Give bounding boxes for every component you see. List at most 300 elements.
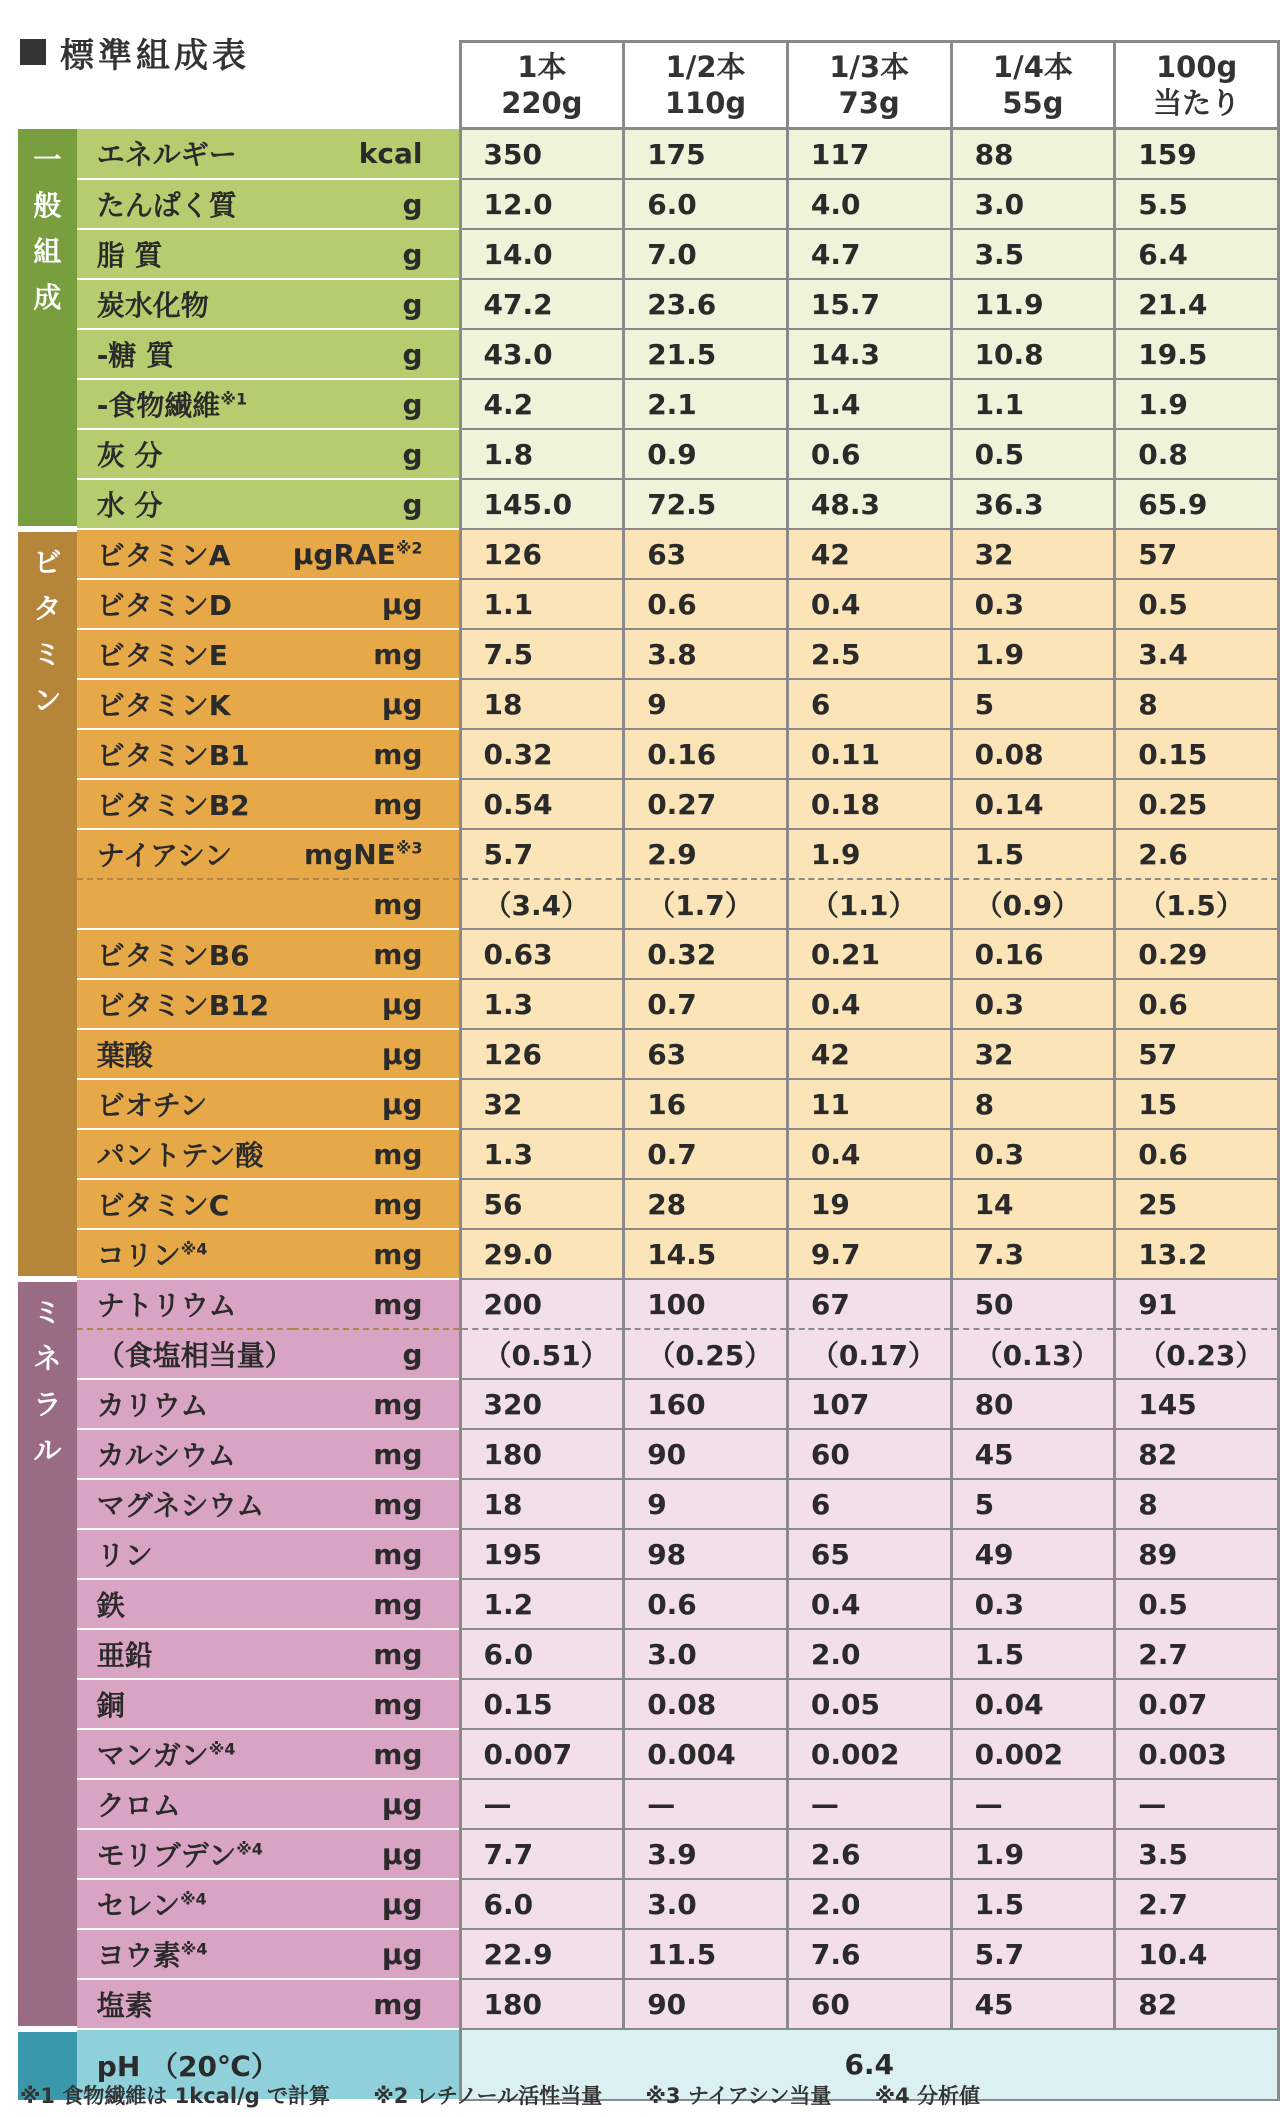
nutrient-name xyxy=(77,1979,293,2029)
value-cell: 91 xyxy=(1115,1279,1279,1329)
nutrient-unit xyxy=(293,479,460,529)
value-cell: 0.3 xyxy=(951,579,1115,629)
value-cell: 0.002 xyxy=(787,1729,951,1779)
value-cell: 0.7 xyxy=(624,1129,788,1179)
nutrient-name-text: -糖 質 xyxy=(96,339,175,372)
value-cell: 5 xyxy=(951,679,1115,729)
column-header: 1/4本 55g xyxy=(951,42,1115,129)
unit-text: mg xyxy=(373,1237,423,1271)
title-text: 標準組成表 xyxy=(60,35,250,76)
value-cell: 65 xyxy=(787,1529,951,1579)
value-cell: 0.007 xyxy=(460,1729,624,1779)
nutrient-unit xyxy=(293,1229,460,1279)
nutrient-unit xyxy=(293,1979,460,2029)
table-row xyxy=(18,279,1279,329)
value-cell: 0.3 xyxy=(951,979,1115,1029)
nutrient-name-text: ビオチン xyxy=(96,1089,208,1122)
value-cell: — xyxy=(787,1779,951,1829)
value-cell: 1.9 xyxy=(951,629,1115,679)
value-cell: （0.25） xyxy=(624,1329,788,1379)
table-row xyxy=(18,1229,1279,1279)
nutrient-unit xyxy=(293,529,460,579)
value-cell: 2.6 xyxy=(787,1829,951,1879)
value-cell: 14.5 xyxy=(624,1229,788,1279)
value-cell: 0.004 xyxy=(624,1729,788,1779)
nutrient-unit xyxy=(293,1679,460,1729)
value-cell: 1.2 xyxy=(460,1579,624,1629)
value-cell: 72.5 xyxy=(624,479,788,529)
table-row xyxy=(18,1979,1279,2029)
nutrient-unit xyxy=(293,329,460,379)
nutrient-unit xyxy=(293,1479,460,1529)
group-label-char: 成 xyxy=(33,280,62,314)
nutrient-name xyxy=(77,1129,293,1179)
value-cell: 195 xyxy=(460,1529,624,1579)
value-cell: 180 xyxy=(460,1979,624,2029)
nutrient-name-text: コリン xyxy=(96,1239,181,1272)
value-cell: 7.5 xyxy=(460,629,624,679)
unit-text: μg xyxy=(381,1787,423,1821)
table-row xyxy=(18,479,1279,529)
value-cell: 6 xyxy=(787,679,951,729)
value-cell: 0.002 xyxy=(951,1729,1115,1779)
group-label-char: ネ xyxy=(33,1342,62,1375)
group-label xyxy=(18,1279,77,2029)
value-cell: 10.8 xyxy=(951,329,1115,379)
nutrient-name-text: ビタミンB12 xyxy=(96,989,270,1022)
nutrient-unit xyxy=(293,1779,460,1829)
value-cell: （0.9） xyxy=(951,879,1115,929)
nutrient-name xyxy=(77,1429,293,1479)
unit-text: g xyxy=(402,287,423,321)
group-label-char: 般 xyxy=(33,188,62,222)
nutrient-name-text: 鉄 xyxy=(96,1589,125,1622)
nutrient-name-text: パントテン酸 xyxy=(96,1139,264,1172)
value-cell: 0.5 xyxy=(951,429,1115,479)
value-cell: — xyxy=(951,1779,1115,1829)
value-cell: 82 xyxy=(1115,1429,1279,1479)
value-cell: 9 xyxy=(624,1479,788,1529)
nutrient-name-text: ビタミンE xyxy=(96,639,228,672)
table-row xyxy=(18,1379,1279,1429)
nutrient-unit xyxy=(293,1179,460,1229)
nutrient-name xyxy=(77,979,293,1029)
value-cell: 0.6 xyxy=(624,1579,788,1629)
value-cell: 47.2 xyxy=(460,279,624,329)
nutrient-name xyxy=(77,879,293,929)
nutrient-unit xyxy=(293,1129,460,1179)
table-row xyxy=(18,1279,1279,1329)
value-cell: 4.2 xyxy=(460,379,624,429)
value-cell: 117 xyxy=(787,129,951,180)
value-cell: 175 xyxy=(624,129,788,180)
value-cell: 49 xyxy=(951,1529,1115,1579)
value-cell: 0.3 xyxy=(951,1129,1115,1179)
nutrient-name xyxy=(77,1679,293,1729)
group-label-char: ラ xyxy=(33,1388,62,1421)
group-label xyxy=(18,529,77,1279)
value-cell: 42 xyxy=(787,1029,951,1079)
value-cell: 43.0 xyxy=(460,329,624,379)
value-cell: 1.9 xyxy=(787,829,951,879)
value-cell: 3.5 xyxy=(1115,1829,1279,1879)
nutrient-name xyxy=(77,179,293,229)
group-label-char: ミ xyxy=(33,1296,62,1329)
value-cell: 0.3 xyxy=(951,1579,1115,1629)
footnote-mark: ※4 xyxy=(236,1839,263,1859)
nutrient-name xyxy=(77,279,293,329)
nutrient-unit xyxy=(293,779,460,829)
unit-text: mg xyxy=(373,737,423,771)
table-row xyxy=(18,1029,1279,1079)
nutrient-name xyxy=(77,1779,293,1829)
value-cell: 159 xyxy=(1115,129,1279,180)
value-cell: 45 xyxy=(951,1429,1115,1479)
value-cell: 100 xyxy=(624,1279,788,1329)
value-cell: 0.32 xyxy=(460,729,624,779)
value-cell: （0.17） xyxy=(787,1329,951,1379)
nutrient-name-text: カリウム xyxy=(96,1389,209,1422)
nutrient-unit xyxy=(293,879,460,929)
nutrient-unit xyxy=(293,1529,460,1579)
value-cell: 67 xyxy=(787,1279,951,1329)
group-label-char: 組 xyxy=(33,234,62,268)
value-cell: 80 xyxy=(951,1379,1115,1429)
table-row xyxy=(18,729,1279,779)
table-row xyxy=(18,979,1279,1029)
value-cell: 11.5 xyxy=(624,1929,788,1979)
table-row xyxy=(18,1179,1279,1229)
unit-text: mg xyxy=(373,1987,423,2021)
nutrient-name-text: 脂 質 xyxy=(96,239,163,272)
unit-text: g xyxy=(402,237,423,271)
value-cell: 65.9 xyxy=(1115,479,1279,529)
unit-text: μg xyxy=(381,1037,423,1071)
footnote-mark: ※1 xyxy=(220,389,248,409)
nutrient-name-text: 塩素 xyxy=(96,1989,153,2022)
column-header: 1本 220g xyxy=(460,42,624,129)
nutrient-name xyxy=(77,1629,293,1679)
value-cell: 0.7 xyxy=(624,979,788,1029)
table-row xyxy=(18,779,1279,829)
value-cell: 0.8 xyxy=(1115,429,1279,479)
value-cell: 0.14 xyxy=(951,779,1115,829)
value-cell: （1.5） xyxy=(1115,879,1279,929)
value-cell: 7.0 xyxy=(624,229,788,279)
value-cell: 0.54 xyxy=(460,779,624,829)
value-cell: 200 xyxy=(460,1279,624,1329)
nutrient-name-text: セレン xyxy=(96,1889,181,1922)
table-row xyxy=(18,1079,1279,1129)
value-cell: 0.25 xyxy=(1115,779,1279,829)
value-cell: 32 xyxy=(951,1029,1115,1079)
value-cell: 3.0 xyxy=(951,179,1115,229)
unit-text: mg xyxy=(373,1487,423,1521)
group-label-char: ビ xyxy=(33,546,62,579)
table-row xyxy=(18,629,1279,679)
unit-text: μg xyxy=(381,1837,423,1871)
value-cell: （0.23） xyxy=(1115,1329,1279,1379)
value-cell: 42 xyxy=(787,529,951,579)
value-cell: 7.6 xyxy=(787,1929,951,1979)
unit-text: μg xyxy=(381,687,423,721)
nutrient-unit xyxy=(293,1079,460,1129)
value-cell: 57 xyxy=(1115,529,1279,579)
footnote-mark: ※2 xyxy=(395,538,423,558)
value-cell: 3.9 xyxy=(624,1829,788,1879)
nutrient-unit xyxy=(293,1579,460,1629)
value-cell: 4.7 xyxy=(787,229,951,279)
unit-text: g xyxy=(402,437,423,471)
nutrient-unit xyxy=(293,379,460,429)
footnote-mark: ※4 xyxy=(180,1889,207,1909)
nutrient-name-text: ビタミンD xyxy=(96,589,233,622)
nutrient-name-text: 水 分 xyxy=(96,489,163,522)
nutrient-unit xyxy=(293,1329,460,1379)
table-row xyxy=(18,179,1279,229)
nutrient-name xyxy=(77,329,293,379)
value-cell: 8 xyxy=(1115,679,1279,729)
table-row xyxy=(18,1329,1279,1379)
nutrient-name-text: ビタミンB1 xyxy=(96,739,250,772)
column-header: 1/2本 110g xyxy=(624,42,788,129)
nutrient-name-text: 葉酸 xyxy=(96,1039,153,1072)
unit-text: mgNE xyxy=(304,837,396,871)
value-cell: 14 xyxy=(951,1179,1115,1229)
nutrient-unit xyxy=(293,1879,460,1929)
nutrient-name xyxy=(77,1179,293,1229)
unit-text: μg xyxy=(381,987,423,1021)
nutrient-name-text: 灰 分 xyxy=(96,439,163,472)
nutrient-name-text: 炭水化物 xyxy=(96,289,209,322)
nutrient-name xyxy=(77,1579,293,1629)
value-cell: 0.05 xyxy=(787,1679,951,1729)
table-row xyxy=(18,1429,1279,1479)
nutrient-unit xyxy=(293,429,460,479)
value-cell: 0.21 xyxy=(787,929,951,979)
table-row xyxy=(18,579,1279,629)
nutrient-unit xyxy=(293,679,460,729)
nutrient-name xyxy=(77,929,293,979)
unit-text: mg xyxy=(373,887,423,921)
value-cell: 126 xyxy=(460,529,624,579)
value-cell: 0.003 xyxy=(1115,1729,1279,1779)
nutrient-name-text: -食物繊維 xyxy=(96,389,221,422)
table-row xyxy=(18,1929,1279,1979)
table-body xyxy=(18,42,1279,2101)
nutrient-name-text: カルシウム xyxy=(96,1439,236,1472)
value-cell: 3.4 xyxy=(1115,629,1279,679)
value-cell: 1.1 xyxy=(460,579,624,629)
unit-text: mg xyxy=(373,1187,423,1221)
unit-text: mg xyxy=(373,1637,423,1671)
nutrient-unit xyxy=(293,579,460,629)
unit-text: kcal xyxy=(358,136,423,170)
column-header: 100g 当たり xyxy=(1115,42,1279,129)
nutrient-unit xyxy=(293,1429,460,1479)
nutrient-name-text: ビタミンK xyxy=(96,689,231,722)
nutrient-name-text: リン xyxy=(96,1539,153,1572)
value-cell: 0.08 xyxy=(951,729,1115,779)
group-label-char: タ xyxy=(33,592,62,625)
table-row xyxy=(18,229,1279,279)
footnote-mark: ※4 xyxy=(180,1939,208,1959)
footnote: ※1 食物繊維は 1kcal/g で計算 xyxy=(20,2084,331,2108)
nutrient-name-text: ビタミンC xyxy=(96,1189,230,1222)
table-row xyxy=(18,829,1279,879)
value-cell: 28 xyxy=(624,1179,788,1229)
value-cell: 1.9 xyxy=(951,1829,1115,1879)
table-row xyxy=(18,929,1279,979)
value-cell: 5.7 xyxy=(951,1929,1115,1979)
value-cell: 45 xyxy=(951,1979,1115,2029)
nutrient-name xyxy=(77,1729,293,1779)
nutrient-name xyxy=(77,729,293,779)
nutrient-name xyxy=(77,1229,293,1279)
value-cell: 6 xyxy=(787,1479,951,1529)
nutrient-name-text: ビタミンB6 xyxy=(96,939,250,972)
header-row xyxy=(18,42,1279,129)
value-cell: 15.7 xyxy=(787,279,951,329)
unit-text: μg xyxy=(381,587,423,621)
value-cell: — xyxy=(624,1779,788,1829)
table-row xyxy=(18,1729,1279,1779)
nutrient-unit xyxy=(293,979,460,1029)
value-cell: 2.7 xyxy=(1115,1879,1279,1929)
value-cell: 3.0 xyxy=(624,1879,788,1929)
nutrient-name-text: マンガン xyxy=(96,1739,209,1772)
value-cell: 9.7 xyxy=(787,1229,951,1279)
value-cell: 0.07 xyxy=(1115,1679,1279,1729)
value-cell: 14.0 xyxy=(460,229,624,279)
ph-label: pH （20℃） xyxy=(77,2029,460,2100)
footnote-mark: ※4 xyxy=(208,1739,236,1759)
value-cell: （1.1） xyxy=(787,879,951,929)
nutrient-name xyxy=(77,379,293,429)
nutrient-name xyxy=(77,629,293,679)
nutrient-name xyxy=(77,1079,293,1129)
value-cell: 5.7 xyxy=(460,829,624,879)
unit-text: g xyxy=(402,1337,423,1371)
value-cell: 0.5 xyxy=(1115,579,1279,629)
value-cell: 2.0 xyxy=(787,1879,951,1929)
value-cell: 1.3 xyxy=(460,979,624,1029)
value-cell: 0.5 xyxy=(1115,1579,1279,1629)
value-cell: 0.6 xyxy=(787,429,951,479)
value-cell: 12.0 xyxy=(460,179,624,229)
value-cell: 6.4 xyxy=(1115,229,1279,279)
value-cell: 0.11 xyxy=(787,729,951,779)
nutrient-unit xyxy=(293,629,460,679)
nutrient-unit xyxy=(293,1829,460,1879)
value-cell: 7.3 xyxy=(951,1229,1115,1279)
nutrient-unit xyxy=(293,929,460,979)
value-cell: 2.5 xyxy=(787,629,951,679)
nutrient-name-text: （食塩相当量） xyxy=(96,1339,293,1372)
value-cell: 0.18 xyxy=(787,779,951,829)
nutrient-name-text: エネルギー xyxy=(96,138,237,172)
value-cell: （1.7） xyxy=(624,879,788,929)
value-cell: 3.8 xyxy=(624,629,788,679)
nutrient-unit xyxy=(293,129,460,180)
value-cell: 21.4 xyxy=(1115,279,1279,329)
table-row xyxy=(18,1879,1279,1929)
table-row xyxy=(18,379,1279,429)
value-cell: 350 xyxy=(460,129,624,180)
nutrient-name-text: クロム xyxy=(96,1789,181,1822)
value-cell: 29.0 xyxy=(460,1229,624,1279)
table-row xyxy=(18,1629,1279,1679)
value-cell: 0.6 xyxy=(624,579,788,629)
group-label-char: ン xyxy=(33,684,62,717)
unit-text: g xyxy=(402,187,423,221)
nutrient-name xyxy=(77,529,293,579)
value-cell: 56 xyxy=(460,1179,624,1229)
nutrient-name xyxy=(77,1829,293,1879)
nutrient-name xyxy=(77,1529,293,1579)
unit-text: μgRAE xyxy=(292,537,396,571)
column-header: 1/3本 73g xyxy=(787,42,951,129)
nutrient-unit xyxy=(293,829,460,879)
value-cell: 2.7 xyxy=(1115,1629,1279,1679)
unit-text: mg xyxy=(373,1437,423,1471)
nutrient-name xyxy=(77,1329,293,1379)
unit-text: mg xyxy=(373,937,423,971)
value-cell: 18 xyxy=(460,679,624,729)
value-cell: 2.0 xyxy=(787,1629,951,1679)
nutrient-name xyxy=(77,679,293,729)
value-cell: 1.3 xyxy=(460,1129,624,1179)
value-cell: 89 xyxy=(1115,1529,1279,1579)
value-cell: 82 xyxy=(1115,1979,1279,2029)
value-cell: 18 xyxy=(460,1479,624,1529)
value-cell: 0.04 xyxy=(951,1679,1115,1729)
value-cell: 3.0 xyxy=(624,1629,788,1679)
value-cell: 8 xyxy=(951,1079,1115,1129)
value-cell: 2.1 xyxy=(624,379,788,429)
nutrient-name-text: ナイアシン xyxy=(96,839,233,872)
value-cell: 32 xyxy=(460,1079,624,1129)
value-cell: 10.4 xyxy=(1115,1929,1279,1979)
nutrient-unit xyxy=(293,1729,460,1779)
composition-table xyxy=(18,40,1280,2101)
unit-text: mg xyxy=(373,1687,423,1721)
footnotes xyxy=(20,2080,1016,2110)
nutrient-name xyxy=(77,1029,293,1079)
group-label xyxy=(18,129,77,530)
unit-text: mg xyxy=(373,1137,423,1171)
value-cell: 19.5 xyxy=(1115,329,1279,379)
nutrient-name-text: たんぱく質 xyxy=(96,189,237,222)
value-cell: 0.6 xyxy=(1115,1129,1279,1179)
value-cell: 0.08 xyxy=(624,1679,788,1729)
value-cell: 1.5 xyxy=(951,1879,1115,1929)
table-row xyxy=(18,129,1279,180)
unit-text: μg xyxy=(381,1887,423,1921)
group-label-char: ミ xyxy=(33,638,62,671)
nutrient-unit xyxy=(293,1379,460,1429)
ph-value: 6.4 xyxy=(460,2029,1279,2100)
value-cell: 6.0 xyxy=(460,1629,624,1679)
value-cell: — xyxy=(460,1779,624,1829)
table-row xyxy=(18,529,1279,579)
value-cell: 32 xyxy=(951,529,1115,579)
value-cell: 11 xyxy=(787,1079,951,1129)
value-cell: 320 xyxy=(460,1379,624,1429)
unit-text: mg xyxy=(373,1387,423,1421)
value-cell: 107 xyxy=(787,1379,951,1429)
value-cell: 50 xyxy=(951,1279,1115,1329)
